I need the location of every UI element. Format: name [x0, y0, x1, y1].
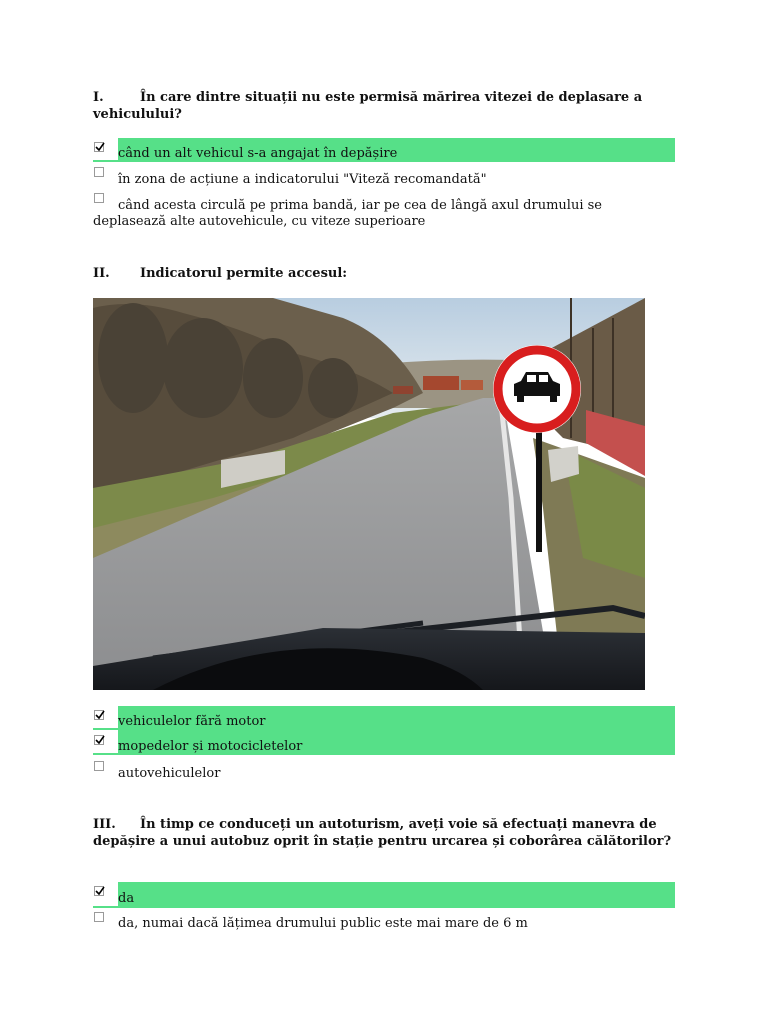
- option-label: da: [118, 891, 135, 906]
- question-2-option-1[interactable]: [93, 706, 675, 730]
- question-2-number: II.: [93, 266, 110, 281]
- option-label: vehiculelor fără motor: [118, 714, 266, 729]
- question-2-option-2[interactable]: [93, 730, 675, 755]
- question-1-text: În care dintre situații nu este permisă mărirea vitezei de deplasare a vehiculului?: [93, 90, 643, 122]
- question-1-option-1[interactable]: [93, 138, 675, 162]
- question-2-title: [93, 265, 678, 282]
- option-label: când un alt vehicul s-a angajat în depășire: [118, 146, 398, 161]
- no-motor-vehicles-sign-icon: [493, 345, 581, 433]
- option-label: da, numai dacă lățimea drumului public este mai mare de 6 m: [118, 916, 528, 931]
- question-1-number: I.: [93, 90, 104, 105]
- question-1-title: [93, 89, 678, 123]
- option-label: când acesta circulă pe prima bandă, iar pe cea de lângă axul drumului se deplasează alte autovehicule, cu viteze superioare: [93, 198, 602, 229]
- question-2-option-3[interactable]: [93, 763, 675, 782]
- question-1-option-2[interactable]: [93, 170, 675, 188]
- question-1-option-3[interactable]: [93, 196, 675, 230]
- option-label: autovehiculelor: [118, 766, 221, 781]
- option-label: în zona de acțiune a indicatorului "Viteză recomandată": [118, 172, 487, 187]
- option-label: mopedelor și motocicletelor: [118, 739, 303, 754]
- question-3-number: III.: [93, 817, 116, 832]
- road-sign-photo: [93, 298, 645, 690]
- question-3-option-2[interactable]: [93, 914, 675, 932]
- question-3-title: [93, 816, 678, 850]
- question-2-text: Indicatorul permite accesul:: [140, 266, 348, 281]
- question-3-option-1[interactable]: [93, 882, 675, 908]
- question-3-text: În timp ce conduceți un autoturism, aveți voie să efectuați manevra de depășire a unui autobuz oprit în stație pentru urcarea și coborârea călătorilor?: [93, 817, 672, 849]
